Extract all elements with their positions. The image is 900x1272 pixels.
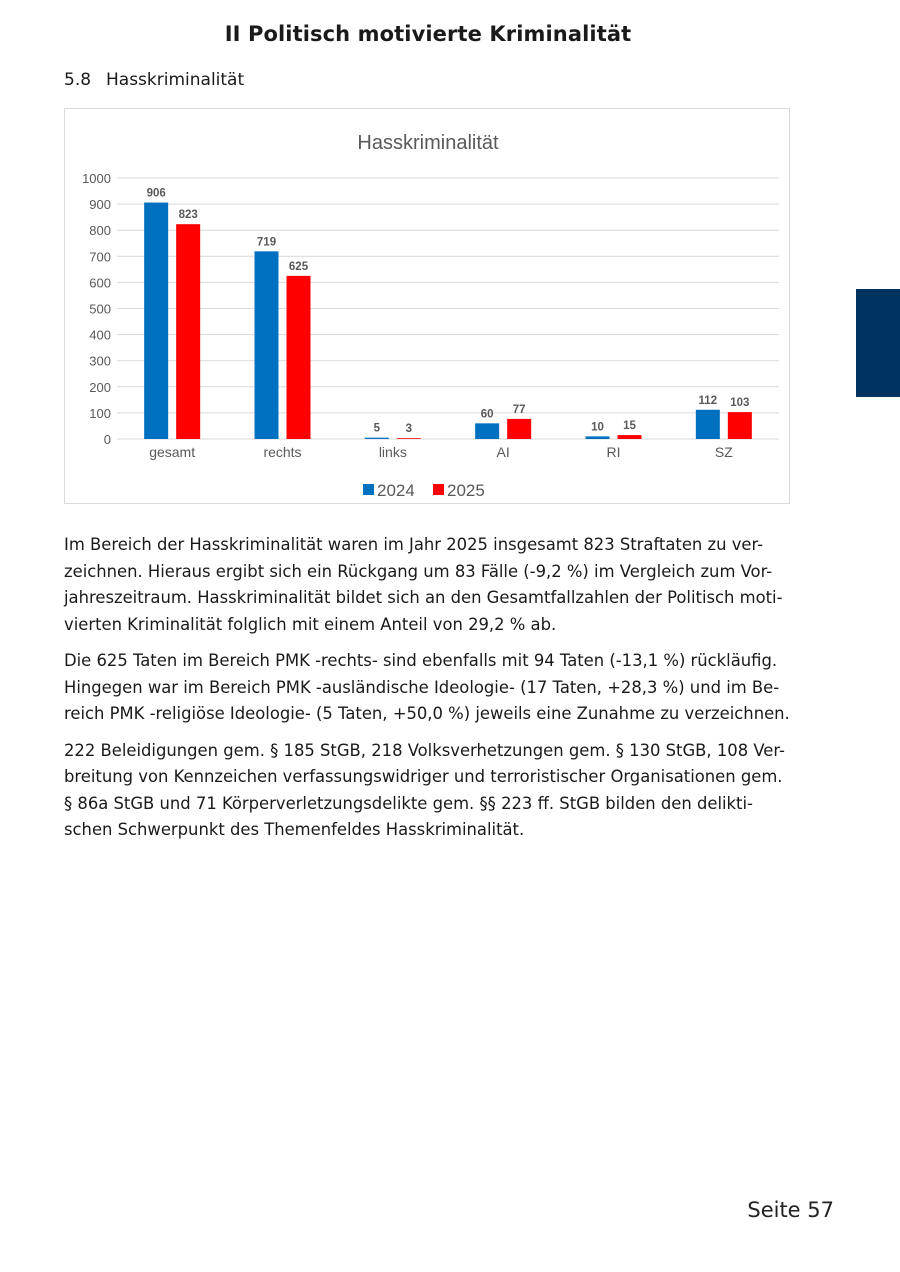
bar-2024-links — [365, 438, 389, 439]
section-number: 5.8 — [64, 70, 92, 90]
y-tick-label: 0 — [103, 432, 111, 447]
hate-crime-chart — [64, 108, 790, 504]
bar-2025-RI — [618, 435, 642, 439]
paragraph — [64, 738, 804, 844]
bar-2025-SZ — [728, 412, 752, 439]
bar-2024-RI — [586, 436, 610, 439]
data-label: 10 — [591, 421, 604, 434]
paragraph-line: 222 Beleidigungen gem. § 185 StGB, 218 Volksverhetzungen gem. § 130 StGB, 108 Ver- — [64, 740, 785, 760]
paragraph — [64, 648, 804, 728]
legend-label: 2025 — [447, 481, 485, 500]
paragraph-line: breitung von Kennzeichen verfassungswidriger und terroristischer Organisationen gem. — [64, 767, 783, 786]
paragraph-line: § 86a StGB und 71 Körperverletzungsdelikte gem. §§ 223 ff. StGB bilden den delikti- — [64, 793, 753, 813]
paragraph-line: jahreszeitraum. Hasskriminalität bildet sich an den Gesamtfallzahlen der Politisch moti- — [64, 588, 783, 607]
data-label: 906 — [146, 187, 166, 200]
data-label: 5 — [373, 422, 381, 435]
x-tick-label: SZ — [714, 444, 733, 460]
chart-title: Hasskriminalität — [357, 132, 499, 154]
paragraph-line: Im Bereich der Hasskriminalität waren im Jahr 2025 insgesamt 823 Straftaten zu ver- — [64, 535, 764, 554]
data-label: 77 — [512, 403, 526, 416]
paragraph-line: reich PMK -religiöse Ideologie- (5 Taten, +50,0 %) jeweils eine Zunahme zu verzeichnen. — [64, 704, 790, 723]
bar-2024-SZ — [696, 410, 720, 439]
x-tick-label: gesamt — [149, 444, 196, 460]
bar-2025-gesamt — [176, 224, 200, 439]
y-tick-label: 200 — [89, 379, 111, 395]
x-tick-label: RI — [606, 444, 621, 460]
chapter-title: II Politisch motivierte Kriminalität — [224, 22, 632, 46]
page-number: Seite 57 — [747, 1198, 834, 1222]
y-tick-label: 400 — [89, 327, 111, 343]
y-tick-label: 300 — [89, 353, 111, 369]
x-tick-label: rechts — [263, 444, 302, 460]
chart-canvas — [65, 109, 791, 505]
paragraph — [64, 532, 804, 638]
paragraph-line: Hingegen war im Bereich PMK -ausländische Ideologie- (17 Taten, +28,3 %) und im Be- — [64, 677, 780, 697]
data-label: 112 — [698, 394, 718, 407]
y-tick-label: 900 — [89, 197, 111, 213]
legend-swatch-2024 — [363, 484, 374, 495]
data-label: 719 — [256, 236, 277, 249]
legend-swatch-2025 — [433, 484, 444, 495]
paragraph-line: Die 625 Taten im Bereich PMK -rechts- sind ebenfalls mit 94 Taten (-13,1 %) rückläufig. — [64, 651, 778, 670]
section-heading — [64, 70, 244, 90]
y-tick-label: 500 — [89, 301, 111, 317]
y-tick-label: 800 — [89, 223, 111, 239]
bar-2025-links — [397, 438, 421, 439]
bar-2024-AI — [475, 423, 499, 439]
data-label: 60 — [480, 408, 494, 421]
y-tick-label: 100 — [89, 405, 111, 421]
body-text — [64, 532, 804, 854]
data-label: 3 — [405, 423, 413, 436]
bar-2025-AI — [507, 419, 531, 439]
chapter-side-tab — [856, 289, 900, 397]
bar-2025-rechts — [287, 276, 311, 439]
x-tick-label: links — [378, 444, 407, 460]
paragraph-line: vierten Kriminalität folglich mit einem Anteil von 29,2 % ab. — [64, 614, 557, 634]
data-label: 103 — [730, 397, 750, 410]
y-tick-label: 700 — [89, 249, 111, 265]
y-tick-label: 600 — [89, 275, 111, 291]
section-title: Hasskriminalität — [106, 70, 245, 90]
paragraph-line: zeichnen. Hieraus ergibt sich ein Rückgang um 83 Fälle (-9,2 %) im Vergleich zum Vor- — [64, 561, 773, 581]
data-label: 15 — [623, 420, 636, 433]
y-tick-label: 1000 — [82, 171, 111, 186]
legend-label: 2024 — [377, 481, 415, 500]
bar-2024-rechts — [255, 251, 279, 439]
data-label: 625 — [288, 260, 309, 273]
paragraph-line: schen Schwerpunkt des Themenfeldes Hasskriminalität. — [64, 820, 525, 839]
x-tick-label: AI — [496, 444, 510, 460]
data-label: 823 — [178, 209, 198, 222]
bar-2024-gesamt — [144, 203, 168, 439]
